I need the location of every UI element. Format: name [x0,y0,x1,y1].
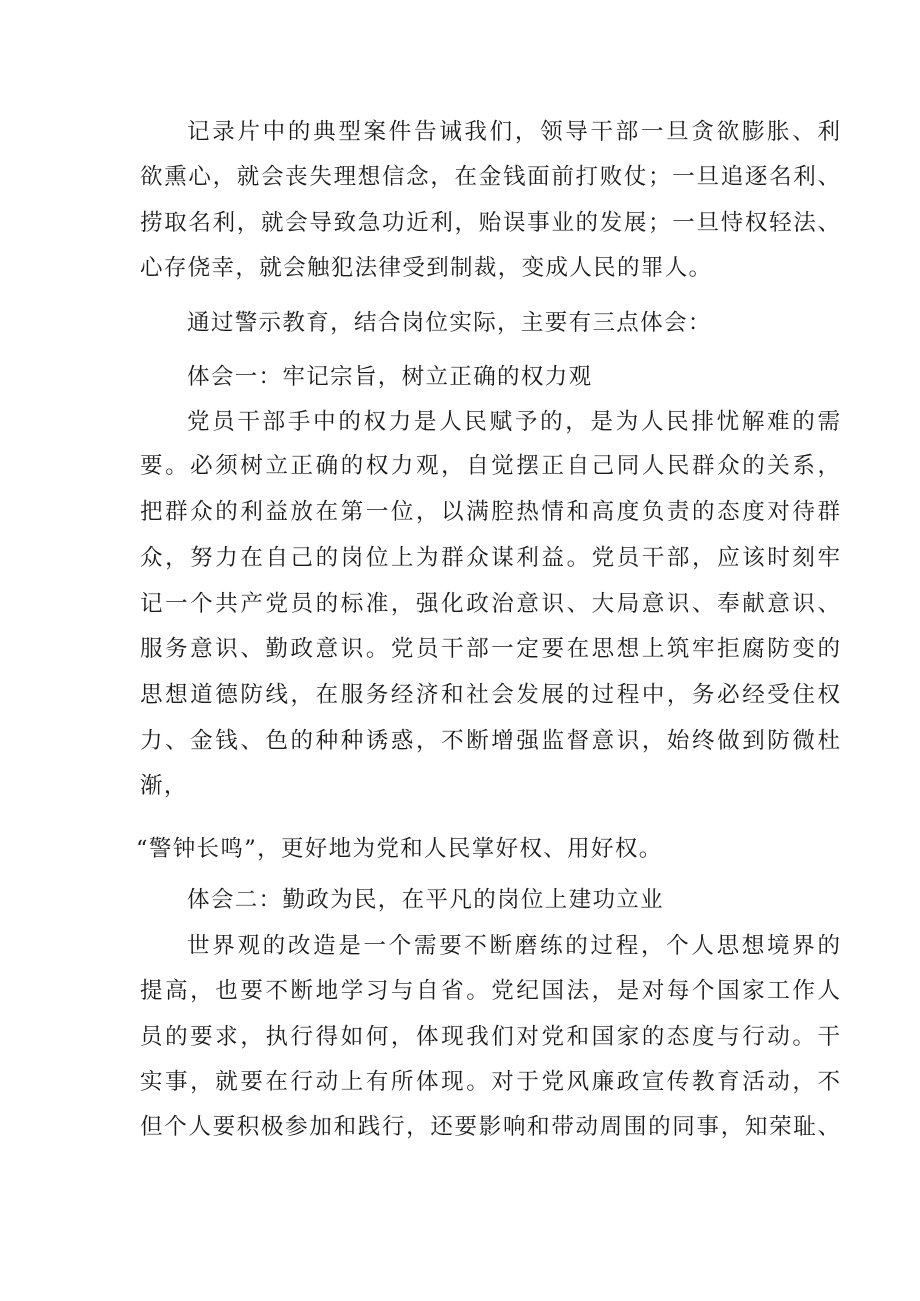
paragraph-line: 思想道德防线，在服务经济和社会发展的过程中，务必经受住权 [140,682,840,708]
paragraph-line: 心存侥幸，就会触犯法律受到制裁，变成人民的罪人。 [140,255,713,281]
paragraph-line: 但个人要积极参加和践行，还要影响和带动周围的同事，知荣耻、 [140,1114,840,1140]
paragraph-line: 党员干部手中的权力是人民赋予的，是为人民排忧解难的需 [187,409,840,435]
paragraph-line: 世界观的改造是一个需要不断磨练的过程，个人思想境界的 [187,933,840,959]
paragraph-line: 把群众的利益放在第一位，以满腔热情和高度负责的态度对待群 [140,499,840,525]
paragraph-line: 通过警示教育，结合岗位实际，主要有三点体会： [187,310,712,336]
paragraph-line: 渐， [140,773,188,799]
paragraph-line: 服务意识、勤政意识。党员干部一定要在思想上筑牢拒腐防变的 [140,636,840,662]
paragraph-line: 欲熏心，就会丧失理想信念，在金钱面前打败仗；一旦追逐名利、 [140,164,840,190]
paragraph-line: 员的要求，执行得如何，体现我们对党和国家的态度与行动。干 [140,1024,840,1050]
paragraph-line: 记一个共产党员的标准，强化政治意识、大局意识、奉献意识、 [140,591,840,617]
section-heading: 体会一：牢记宗旨，树立正确的权力观 [187,364,593,390]
paragraph-line: 众，努力在自己的岗位上为群众谋利益。党员干部，应该时刻牢 [140,545,840,571]
paragraph-line: 提高，也要不断地学习与自省。党纪国法，是对每个国家工作人 [140,978,840,1004]
paragraph-line: 实事，就要在行动上有所体现。对于党风廉政宣传教育活动，不 [140,1069,840,1095]
section-heading: 体会二：勤政为民，在平凡的岗位上建功立业 [187,887,665,913]
paragraph-line: 力、金钱、色的种种诱惑，不断增强监督意识，始终做到防微杜 [140,728,840,754]
paragraph-line: 捞取名利，就会导致急功近利，贻误事业的发展；一旦恃权轻法、 [140,210,840,236]
paragraph-line: 记录片中的典型案件告诫我们，领导干部一旦贪欲膨胀、利 [187,119,840,145]
paragraph-line: 要。必须树立正确的权力观，自觉摆正自己同人民群众的关系， [140,453,840,479]
paragraph-line: “警钟长鸣”，更好地为党和人民掌好权、用好权。 [136,836,663,862]
